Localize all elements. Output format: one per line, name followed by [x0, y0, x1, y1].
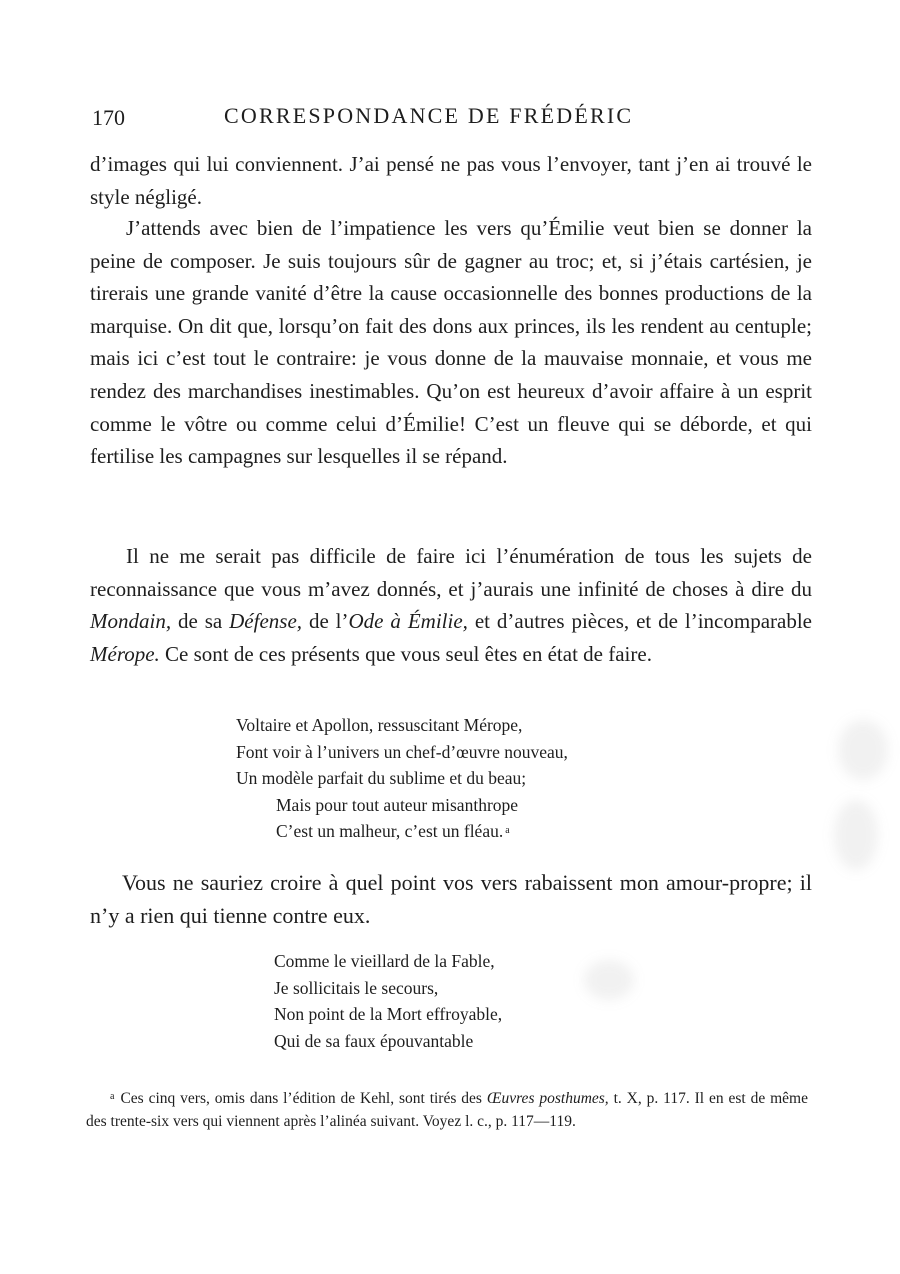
verse-stanza-2	[274, 948, 502, 1054]
paragraph-3	[90, 540, 812, 670]
verse-line: Comme le vieillard de la Fable,	[274, 951, 495, 971]
scan-smudge	[584, 960, 634, 1000]
page-number: 170	[92, 105, 125, 130]
paragraph-3-text: Ce sont de ces présents que vous seul êtes en état de faire.	[159, 641, 652, 666]
paragraph-2: J’attends avec bien de l’impatience les vers qu’Émilie veut bien se donner la peine de composer. Je suis toujours sûr de gagner au troc; et, si j’étais cartésien, je tirerais une grande vanité d’être la cause occasionnelle des bonnes productions de la marquise. On dit que, lorsqu’on fait des dons aux princes, ils les rendent au centuple; mais ici c’est tout le contraire: je vous donne de la mauvaise monnaie, et vous me rendez des marchandises inestimables. Qu’on est heureux d’avoir affaire à un esprit comme le vôtre ou comme celui d’Émilie! C’est un fleuve qui se déborde, et qui fertilise les campagnes sur lesquelles il se répand.	[90, 216, 812, 469]
verse-line: Font voir à l’univers un chef-d’œuvre nouveau,	[236, 741, 568, 762]
footnote-work-title: Œuvres posthumes,	[486, 1090, 609, 1107]
paragraph-3-text: de l’	[302, 609, 349, 634]
verse-line: Qui de sa faux épouvantable	[274, 1030, 474, 1051]
verse-line-text: C’est un malheur, c’est un fléau.	[276, 821, 504, 841]
footnote-text: Ces cinq vers, omis dans l’édition de Kehl, sont tirés des	[120, 1090, 487, 1107]
paragraph-1: d’images qui lui conviennent. J’ai pensé ne pas vous l’envoyer, tant j’en ai trouvé le style négligé.	[90, 152, 812, 209]
title-ode-a-emilie: Ode à Émilie,	[348, 609, 468, 634]
verse-line: Mais pour tout auteur misanthrope	[276, 794, 519, 815]
footnote-mark: a	[110, 1091, 115, 1102]
paragraph-3-text: de sa	[171, 609, 230, 634]
title-mondain: Mondain,	[90, 609, 172, 634]
verse-line: Non point de la Mort effroyable,	[274, 1004, 503, 1024]
paragraph-4: Vous ne sauriez croire à quel point vos vers rabaissent mon amour-propre; il n’y a rien qui tienne contre eux.	[90, 870, 812, 928]
verse-line-last	[236, 818, 568, 845]
running-head	[92, 103, 808, 135]
verse-line: Je sollicitais le secours,	[274, 977, 439, 998]
paragraph-3-text: Il ne me serait pas difficile de faire ici l’énumération de tous les sujets de reconnaissance que vous m’avez donnés, et j’aurais une infinité de choses à dire du	[90, 544, 812, 601]
scan-smudge	[838, 720, 888, 780]
footnote-text: t. X, p. 117. Il en est de même des trente-six vers qui viennent après l’alinéa suivant. Voyez l. c., p. 117—119.	[86, 1090, 808, 1130]
footnote-reference: a	[505, 825, 510, 836]
verse-line: Voltaire et Apollon, ressuscitant Mérope,	[236, 715, 523, 735]
verse-line: Un modèle parfait du sublime et du beau;	[236, 768, 527, 788]
paragraph-3-text: et d’autres pièces, et de l’incomparable	[467, 609, 812, 634]
footnote	[86, 1086, 808, 1133]
running-head-title: CORRESPONDANCE DE FRÉDÉRIC	[224, 103, 634, 128]
verse-stanza-1	[236, 712, 568, 845]
scan-smudge	[834, 800, 878, 870]
title-merope: Mérope.	[90, 641, 160, 666]
title-defense: Défense,	[229, 609, 303, 634]
